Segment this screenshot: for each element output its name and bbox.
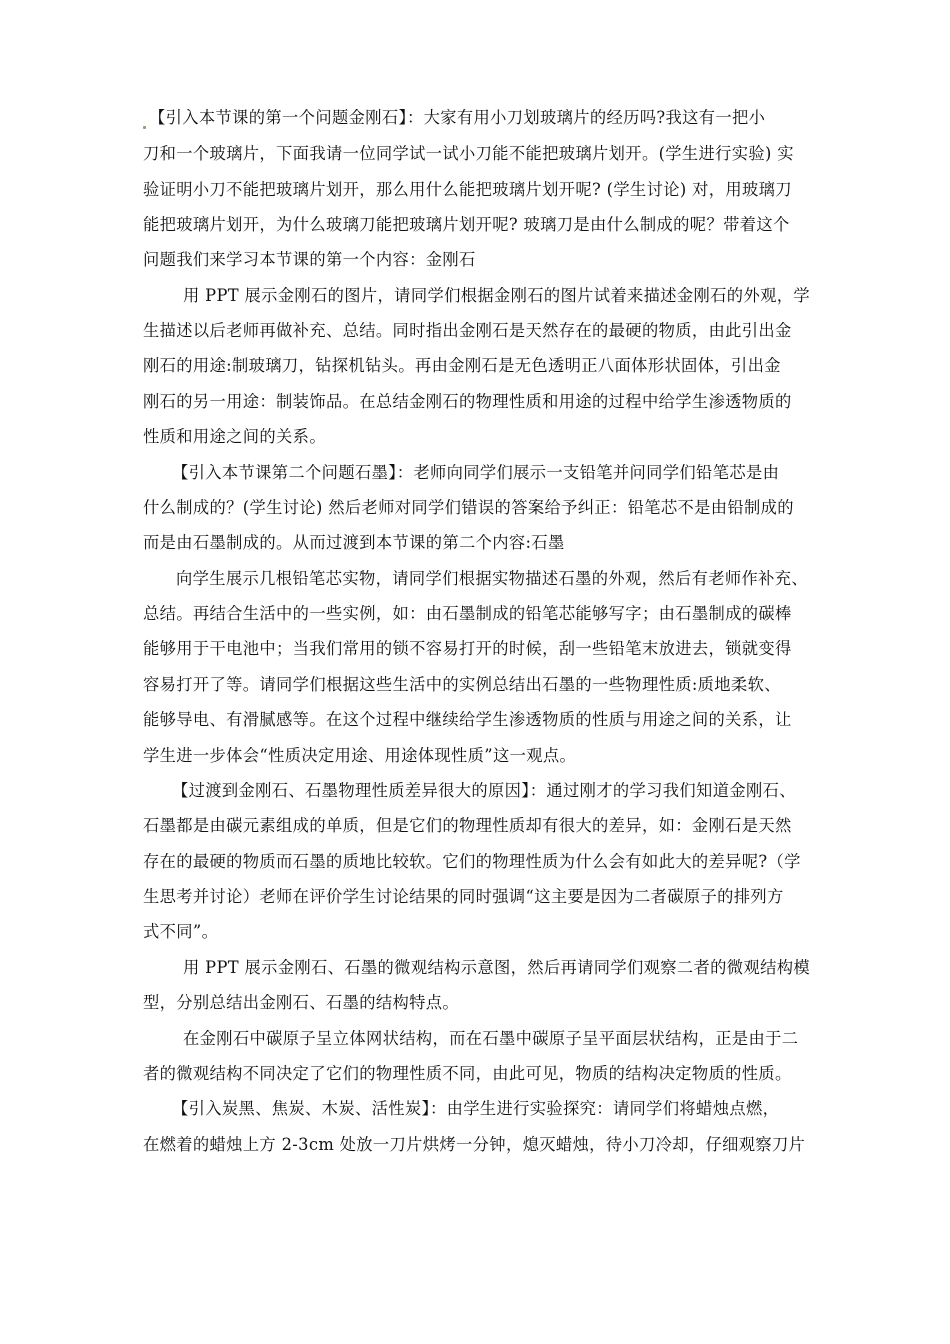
text-line: 总结。再结合生活中的一些实例，如：由石墨制成的铅笔芯能够写字；由石墨制成的碳棒 xyxy=(143,604,792,623)
text-line: 用 PPT 展示金刚石的图片，请同学们根据金刚石的图片试着来描述金刚石的外观，学 xyxy=(183,286,810,305)
text-line: 性质和用途之间的关系。 xyxy=(143,427,326,446)
text-line: 【引入本节课第二个问题石墨】：老师向同学们展示一支铅笔并问同学们铅笔芯是由 xyxy=(172,463,780,482)
text-line: 【引入本节课的第一个问题金刚石】：大家有用小刀划玻璃片的经历吗?我这有一把小 xyxy=(143,107,765,129)
text-line: 存在的最硬的物质而石墨的质地比较软。它们的物理性质为什么会有如此大的差异呢?（学 xyxy=(143,852,801,871)
text-line: 能够用于干电池中；当我们常用的锁不容易打开的时候，刮一些铅笔末放进去，锁就变得 xyxy=(143,639,792,658)
text-line: 刀和一个玻璃片，下面我请一位同学试一试小刀能不能把玻璃片划开。(学生进行实验) 实 xyxy=(143,144,794,163)
text-line: 验证明小刀不能把玻璃片划开，那么用什么能把玻璃片划开呢? (学生讨论) 对，用玻璃刀 xyxy=(143,180,792,199)
text-line: 型，分别总结出金刚石、石墨的结构特点。 xyxy=(143,993,459,1012)
text-line: 能把玻璃片划开，为什么玻璃刀能把玻璃片划开呢? 玻璃刀是由什么制成的呢？带着这个 xyxy=(143,215,790,234)
text-line: 容易打开了等。请同学们根据这些生活中的实例总结出石墨的一些物理性质:质地柔软、 xyxy=(143,675,781,694)
text-line: 而是由石墨制成的。从而过渡到本节课的第二个内容:石墨 xyxy=(143,533,565,552)
text-line: 生描述以后老师再做补充、总结。同时指出金刚石是天然存在的最硬的物质，由此引出金 xyxy=(143,321,792,340)
text-line: 能够导电、有滑腻感等。在这个过程中继续给学生渗透物质的性质与用途之间的关系，让 xyxy=(143,710,792,729)
text-line: 式不同”。 xyxy=(143,922,219,941)
text-line: 问题我们来学习本节课的第一个内容：金刚石 xyxy=(143,250,476,269)
text-line: 者的微观结构不同决定了它们的物理性质不同，由此可见，物质的结构决定物质的性质。 xyxy=(143,1064,792,1083)
text-line: 【引入炭黑、焦炭、木炭、活性炭】：由学生进行实验探究：请同学们将蜡烛点燃， xyxy=(172,1099,780,1118)
text-line: 生思考并讨论）老师在评价学生讨论结果的同时强调“这主要是因为二者碳原子的排列方 xyxy=(143,887,784,906)
text-line: 什么制成的？(学生讨论) 然后老师对同学们错误的答案给予纠正：铅笔芯不是由铅制成的 xyxy=(143,498,794,517)
bullet-mark-icon xyxy=(143,126,146,129)
text-line: 刚石的用途:制玻璃刀，钻探机钻头。再由金刚石是无色透明正八面体形状固体，引出金 xyxy=(143,356,781,375)
text-line: 学生进一步体会“性质决定用途、用途体现性质”这一观点。 xyxy=(143,746,577,765)
text-line: 刚石的另一用途：制装饰品。在总结金刚石的物理性质和用途的过程中给学生渗透物质的 xyxy=(143,392,792,411)
text-line: 石墨都是由碳元素组成的单质，但是它们的物理性质却有很大的差异，如：金刚石是天然 xyxy=(143,816,792,835)
text-line: 向学生展示几根铅笔芯实物，请同学们根据实物描述石墨的外观，然后有老师作补充、 xyxy=(176,569,808,588)
text-line: 用 PPT 展示金刚石、石墨的微观结构示意图，然后再请同学们观察二者的微观结构模 xyxy=(183,958,810,977)
text-line: 【过渡到金刚石、石墨物理性质差异很大的原因】：通过刚才的学习我们知道金刚石、 xyxy=(172,781,796,800)
text-line: 在金刚石中碳原子呈立体网状结构，而在石墨中碳原子呈平面层状结构，正是由于二 xyxy=(183,1029,799,1048)
text-line: 在燃着的蜡烛上方 2-3cm 处放一刀片烘烤一分钟，熄灭蜡烛，待小刀冷却，仔细观察刀片 xyxy=(143,1135,806,1154)
